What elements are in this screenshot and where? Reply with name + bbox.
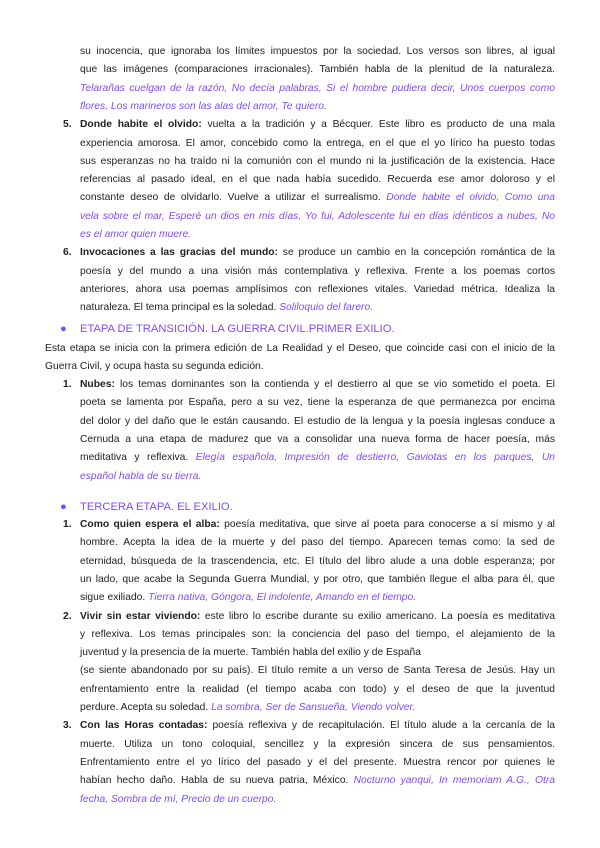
list-item-6-line [80,301,555,314]
body-text: (se siente abandonado por su país). El título remite a un verso de Santa Teresa de Jesús. Hay un [80,665,555,677]
exile-item-3-line [80,756,555,769]
list-item-5-line [80,191,555,204]
body-text: muerte. Utiliza un tono coloquial, sencillez y la expresión sincera de sus pensamientos. [80,738,555,750]
exile-item-2-line [80,683,555,696]
section-heading-text: TERCERA ETAPA. EL EXILIO. [80,501,233,513]
item-title: Con las Horas contadas: [80,720,208,732]
exile-item-2-line [80,664,555,677]
item-title: Invocaciones a las gracias del mundo: [80,247,278,259]
poem-titles: La sombra, Ser de Sansueña, Viendo volver. [211,702,416,713]
list-number: 1. [63,379,72,390]
body-text: se produce un cambio en la concepción romántica de la [282,247,555,259]
continuation-line [80,82,555,95]
exile-item-2-line [80,628,555,641]
list-item-5-line [80,155,555,168]
body-text: constante deseo de olvidarlo. Vuelve a utilizar el surrealismo. [80,192,387,204]
exile-item-2-line [80,646,555,659]
body-text: poesía meditativa, que sirve al poeta para conocerse a sí mismo y al [224,519,555,530]
body-text: experiencia amorosa. El amor, concebido como la entrega, en el que el yo lírico ha puesto todas [80,137,555,149]
body-text: un lado, que acabe la Segunda Guerra Mundial, y por otro, que también llegue el alba para él, que [80,573,555,585]
body-text: y reflexiva. Los temas principales son: la conciencia del paso del tiempo, el alejamiento de la [80,628,555,640]
body-text: poesía y del mundo a una visión más contemplativa y reflexiva. Frente a los poemas cortos [80,265,555,277]
continuation-line [80,100,555,113]
poem-titles: Elegía española, Impresión de destierro, Gaviotas en los parques, Un [195,452,555,464]
body-text: meditativa y reflexiva. [80,452,196,464]
exile-item-3-line [80,719,555,732]
list-number: 5. [63,119,72,131]
continuation-line [80,63,555,76]
body-text: los temas dominantes son la contienda y el destierro al que se vio sometido el poeta. El [119,379,555,390]
body-text: eternidad, búsqueda de la trascendencia, etc. El título del libro alude a una doble esperanza; por [80,555,555,567]
body-text: enfrentamiento entre la realidad (el tiempo acaba con todo) y el deseo de que la juventud [80,683,555,695]
section-heading-text: ETAPA DE TRANSICIÓN. LA GUERRA CIVIL.PRIMER EXILIO. [80,323,395,335]
body-text: Esta etapa se inicia con la primera edición de La Realidad y el Deseo, que coincide casi con el inicio de la [45,343,555,354]
body-text: Enfrentamiento entre el yo lírico del pasado y el del presente. Muestra rencor por quienes le [80,756,555,768]
list-item-5-line [80,137,555,150]
poem-titles: Tierra nativa, Góngora, El indolente, Amando en el tiempo. [148,592,417,604]
list-item-5-line [80,210,555,223]
transition-item-1-line [80,433,555,446]
intro-line [45,342,555,355]
body-text: Cernuda a una etapa de madurez que va a consolidar una nueva forma de hacer poesía, más [80,433,555,445]
body-text: vuelta a la tradición y a Bécquer. Este libro es producto de una mala [207,119,555,131]
section-heading-transition [60,322,395,336]
exile-item-1-line [80,518,555,531]
list-number: 6. [63,247,72,259]
item-title: Como quien espera el alba: [80,519,220,530]
item-title: Donde habite el olvido: [80,119,202,131]
transition-item-1-line [80,451,555,464]
transition-item-1-line [80,378,555,391]
body-text: habían hecho daño. Habla de su nueva patria, México. [80,775,354,787]
body-text: Guerra Civil, y ocupa hasta su segunda edición. [45,361,264,373]
bullet-icon: ● [60,501,67,513]
poem-titles: es el amor quien muere. [80,229,192,240]
body-text: su inocencia, que ignoraba los límites impuestos por la sociedad. Los versos son libres, al igual [80,46,555,57]
body-text: del dolor y del daño que le están causando. El estudio de la lengua y la poesía inglesas conduce a [80,415,555,427]
list-item-6-line [80,246,555,259]
transition-item-1-line [80,415,555,428]
exile-item-2-line [80,610,555,623]
list-item-5-line [80,118,555,131]
exile-item-1-line [80,573,555,586]
body-text: naturaleza. El tema principal es la soledad. [80,302,280,314]
poem-titles: flores, Los marineros son las alas del amor, Te quiero. [80,100,327,112]
list-item-5-line [80,228,555,241]
continuation-line [80,45,555,58]
exile-item-3-line [80,738,555,751]
exile-item-1-line [80,555,555,568]
exile-item-3-line [80,793,555,806]
item-title: Vivir sin estar viviendo: [80,610,201,622]
body-text: anteriores, ahora usa poemas amplísimos con reflexiones vitales. Variedad métrica. Idealiza la [80,283,555,295]
list-item-6-line [80,283,555,296]
body-text: hombre. Acepta la idea de la muerte y del paso del tiempo. Aparecen temas como: la sed de [80,537,555,549]
poem-titles: Soliloquio del farero. [279,302,374,314]
transition-item-1-line [80,396,555,409]
item-title: Nubes: [80,379,115,390]
exile-item-1-line [80,536,555,549]
list-number: 3. [63,720,72,732]
body-text: referencias al pasado ideal, en el que nada había sucedido. Recuerda ese amor doloroso y el [80,174,555,186]
poem-titles: Telarañas cuelgan de la razón, No decía palabras, Si el hombre pudiera decir, Unos cuerpos como [80,82,555,94]
bullet-icon: ● [60,323,67,335]
body-text: sigue exiliado. [80,592,149,604]
body-text: que las imágenes (comparaciones irracionales). También habla de la plenitud de la naturaleza. [80,64,555,76]
poem-titles: español habla de su tierra. [80,470,202,482]
list-number: 2. [63,610,72,622]
poem-titles: Nocturno yanqui, In memoriam A.G., Otra [353,775,555,787]
exile-item-1-line [80,591,555,604]
body-text: juventud y la presencia de la muerte. También habla del exilio y de España [80,647,421,659]
intro-line [45,360,555,373]
list-number: 1. [63,519,72,530]
body-text: poesía reflexiva y de recapitulación. El título alude a la cercanía de la [212,720,555,732]
poem-titles: Donde habite el olvido, Como una [386,192,555,204]
section-heading-exile [60,500,233,514]
poem-titles: vela sobre el mar, Esperé un dios en mis días, Yo fui, Adolescente fui en días idénticos a nubes, No [80,210,555,222]
body-text: poeta se lamenta por España, pero a su vez, tiene la esperanza de que permanezca por encima [80,397,555,409]
transition-item-1-line [80,470,555,483]
body-text: sus esperanzas no ha traído ni la comunión con el mundo ni la justificación de la existencia. Hace [80,155,555,167]
body-text: este libro lo escribe durante su exilio americano. La poesía es meditativa [204,610,555,622]
body-text: perdure. Acepta su soledad. [80,702,212,713]
list-item-5-line [80,173,555,186]
exile-item-3-line [80,774,555,787]
poem-titles: fecha, Sombra de mí, Precio de un cuerpo. [80,793,277,805]
list-item-6-line [80,265,555,278]
exile-item-2-line [80,701,555,714]
